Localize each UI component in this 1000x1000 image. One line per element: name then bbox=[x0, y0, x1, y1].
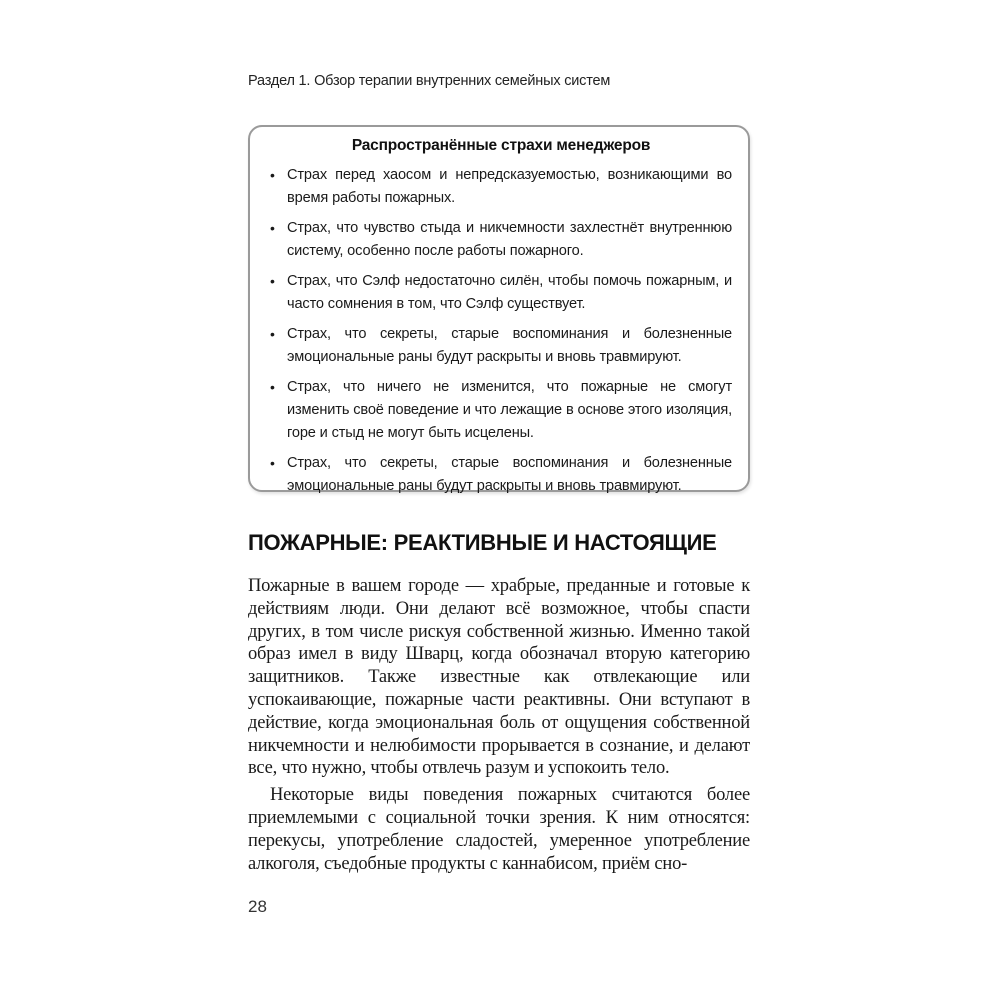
paragraph: Некоторые виды поведения пожарных считаются более приемлемыми с социальной точки зрения. К ним относятся: перекусы, употребление сладостей, умеренное употребление алкоголя, съедобные продукты с каннабисом, приём сно- bbox=[248, 785, 750, 874]
list-item-text: Страх перед хаосом и непредсказуемостью, возникающими во время работы пожарных. bbox=[287, 167, 732, 206]
list-item-text: Страх, что секреты, старые воспоминания и болезненные эмоциональные раны будут раскрыты и вновь травмируют. bbox=[287, 455, 732, 494]
paragraph: Пожарные в вашем городе — храбрые, преданные и готовые к действиям люди. Они делают всё возможное, чтобы спасти других, в том числе рискуя собственной жизнью. Именно такой образ имел в виду Шварц, когда обозначал вторую категорию защитников. Также известные как отвлекающие или успокаивающие, пожарные части реактивны. Они вступают в действие, когда эмоциональная боль от ощущения собственной никчемности и нелюбимости прорывается в сознание, и делают все, что нужно, чтобы отвлечь разум и успокоить тело. bbox=[248, 576, 750, 779]
bullet-icon: • bbox=[270, 379, 275, 395]
bullet-icon: • bbox=[270, 455, 275, 471]
list-item-text: Страх, что ничего не изменится, что пожарные не смогут изменить своё поведение и что лежащие в основе этого изоляция, горе и стыд не могут быть исцелены. bbox=[287, 379, 732, 441]
list-item bbox=[270, 376, 732, 445]
section-heading: ПОЖАРНЫЕ: РЕАКТИВНЫЕ И НАСТОЯЩИЕ bbox=[248, 530, 717, 555]
bullet-icon: • bbox=[270, 273, 275, 289]
list-item-text: Страх, что Сэлф недостаточно силён, чтобы помочь пожарным, и часто сомнения в том, что Сэлф существует. bbox=[287, 273, 732, 312]
body-text bbox=[248, 575, 750, 875]
list-item bbox=[270, 164, 732, 210]
list-item bbox=[270, 270, 732, 316]
list-item-text: Страх, что чувство стыда и никчемности захлестнёт внутреннюю систему, особенно после работы пожарного. bbox=[287, 220, 732, 259]
list-item bbox=[270, 323, 732, 369]
bullet-icon: • bbox=[270, 326, 275, 342]
list-item-text: Страх, что секреты, старые воспоминания и болезненные эмоциональные раны будут раскрыты и вновь травмируют. bbox=[287, 326, 732, 365]
bullet-icon: • bbox=[270, 167, 275, 183]
list-item bbox=[270, 452, 732, 498]
bullet-icon: • bbox=[270, 220, 275, 236]
sidebar-title: Распространённые страхи менеджеров bbox=[351, 137, 651, 154]
page-number: 28 bbox=[248, 897, 267, 916]
list-item bbox=[270, 217, 732, 263]
fears-list bbox=[270, 164, 732, 498]
running-header: Раздел 1. Обзор терапии внутренних семейных систем bbox=[248, 73, 611, 89]
fears-sidebar-box bbox=[248, 125, 750, 492]
